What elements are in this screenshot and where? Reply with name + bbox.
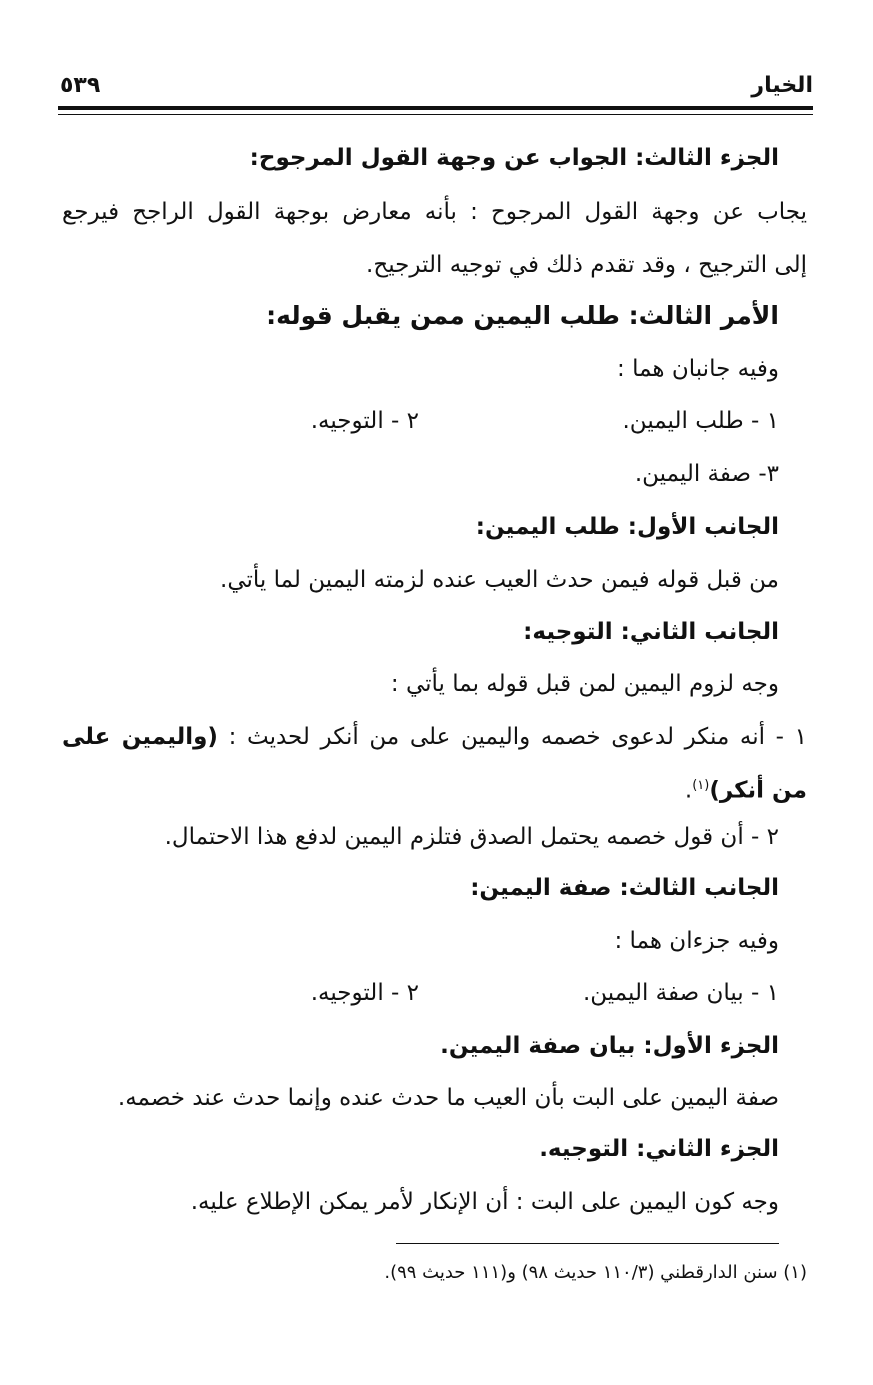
heading-third-aspect: الجانب الثالث: صفة اليمين: (470, 875, 779, 901)
page-number: ٥٣٩ (60, 72, 101, 98)
hadith-quote-end: من أنكر) (709, 777, 807, 804)
paragraph-line: ٢ - أن قول خصمه يحتمل الصدق فتلزم اليمين لدفع هذا الاحتمال. (164, 824, 779, 850)
header-rule-thin (58, 114, 813, 115)
footnote: (١) سنن الدارقطني (١١٠/٣ حديث ٩٨) و(١١١ حديث ٩٩). (384, 1262, 807, 1283)
paragraph-text: . (684, 777, 693, 804)
header-title: الخيار (751, 72, 813, 98)
paragraph-text: ١ - أنه منكر لدعوى خصمه واليمين على من أنكر لحديث : (228, 724, 807, 750)
paragraph-line: إلى الترجيح ، وقد تقدم ذلك في توجيه الترجيح. (366, 252, 807, 278)
heading-part-three-answer: الجزء الثالث: الجواب عن وجهة القول المرجوح: (249, 145, 779, 171)
list-row (260, 399, 779, 443)
heading-part-two: الجزء الثاني: التوجيه. (539, 1136, 779, 1162)
heading-second-aspect: الجانب الثاني: التوجيه: (523, 619, 779, 645)
list-item: ١ - بيان صفة اليمين. (582, 980, 779, 1006)
list-item: ١ - طلب اليمين. (622, 408, 779, 434)
paragraph-line: من قبل قوله فيمن حدث العيب عنده لزمته اليمين لما يأتي. (220, 567, 779, 593)
running-header (60, 68, 813, 102)
list-item: ٣- صفة اليمين. (634, 461, 779, 487)
paragraph-line: يجاب عن وجهة القول المرجوح : بأنه معارض بوجهة القول الراجح فيرجع (62, 199, 807, 225)
list-row (260, 971, 779, 1015)
footnote-rule (396, 1243, 779, 1244)
paragraph-line (62, 715, 807, 759)
paragraph-line (685, 764, 807, 808)
header-rule-thick (58, 106, 813, 110)
paragraph-line: وجه لزوم اليمين لمن قبل قوله بما يأتي : (390, 671, 779, 697)
list-item: ٢ - التوجيه. (310, 408, 419, 434)
list-item: ٢ - التوجيه. (310, 980, 419, 1006)
hadith-quote: (واليمين على (62, 724, 218, 750)
paragraph-line: وفيه جانبان هما : (617, 356, 779, 382)
paragraph-line: صفة اليمين على البت بأن العيب ما حدث عنده وإنما حدث عند خصمه. (117, 1085, 779, 1111)
footnote-ref: (١) (692, 778, 710, 793)
heading-first-aspect: الجانب الأول: طلب اليمين: (475, 514, 779, 540)
paragraph-line: وجه كون اليمين على البت : أن الإنكار لأمر يمكن الإطلاع عليه. (190, 1189, 779, 1215)
heading-third-matter: الأمر الثالث: طلب اليمين ممن يقبل قوله: (266, 301, 779, 330)
heading-part-one: الجزء الأول: بيان صفة اليمين. (440, 1033, 779, 1059)
paragraph-line: وفيه جزءان هما : (614, 928, 779, 954)
